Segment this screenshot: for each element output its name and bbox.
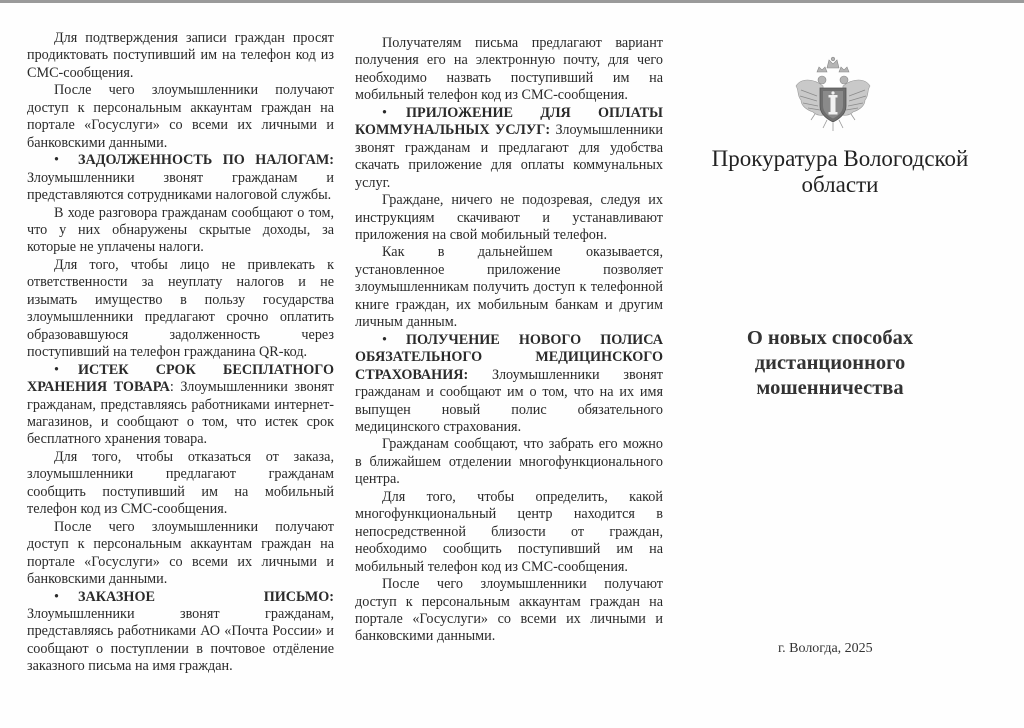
section-heading: ЗАКАЗНОЕ ПИСЬМО: (78, 588, 334, 605)
section-policy (355, 332, 663, 437)
bullet-icon: • (382, 104, 387, 121)
organization-name: Прокуратура Вологодской области (711, 146, 969, 197)
section-heading: ЗАДОЛЖЕННОСТЬ ПО НАЛОГАМ: (78, 152, 334, 169)
paragraph: Гражданам сообщают, что забрать его можно в ближайшем отделении многофункционального центра. (355, 436, 663, 488)
leaflet-title: О новых способах дистанционного мошенничества (746, 327, 914, 399)
section-lead: Злоумышленники звонят гражданам, представляясь работниками интернет-магазинов, и сообщают о том, что истек срок бесплатного хранения товара. (27, 379, 334, 448)
paragraph: Для того, чтобы определить, какой многофункциональный центр находится в непосредственной близости от граждан, необходимо сообщить поступивший им на мобильный телефон код из СМС-сообщения. (355, 488, 663, 575)
cover-panel (680, 0, 1000, 728)
section-heading: ИСТЕК СРОК БЕСПЛАТНОГО ХРАНЕНИЯ ТОВАРА (27, 361, 334, 396)
bullet-icon: • (54, 588, 59, 605)
bullet-icon: • (54, 361, 59, 378)
bullet-icon: • (382, 331, 387, 348)
paragraph: Граждане, ничего не подозревая, следуя их инструкциям скачивают и устанавливают приложения на свой мобильный телефон. (355, 192, 663, 243)
left-column (27, 30, 334, 676)
section-letter (27, 589, 334, 676)
bullet-icon: • (54, 152, 59, 169)
section-heading-colon: : (169, 379, 174, 396)
paragraph: В ходе разговора гражданам сообщают о том, что у них обнаружены скрытые доходы, за которые не уплачены налоги. (27, 204, 334, 256)
middle-column (355, 35, 663, 646)
section-app (355, 105, 663, 192)
paragraph: Получателям письма предлагают вариант получения его на электронную почту, для чего необходимо назвать поступивший им на мобильный телефон код из СМС-сообщения. (355, 35, 663, 104)
section-taxes (27, 152, 334, 204)
paragraph: Для того, чтобы отказаться от заказа, злоумышленники предлагают гражданам сообщить поступивший им на мобильный телефон код из СМС-сообщения. (27, 448, 334, 518)
section-lead: Злоумышленники звонят гражданам и сообщают им о том, что на их имя выпущен новый полис обязательного медицинского страхования. (355, 366, 663, 435)
paragraph: Как в дальнейшем оказывается, установленное приложение позволяет злоумышленникам получить доступ к телефонной книге граждан, их мобильным банкам и другим личным данным. (355, 244, 663, 331)
paragraph: После чего злоумышленники получают доступ к персональным аккаунтам граждан на портале «Госуслуги» со всеми их личными и банковскими данными. (27, 518, 334, 588)
paragraph: После чего злоумышленники получают доступ к персональным аккаунтам граждан на портале «Госуслуги» со всеми их личными и банковскими данными. (27, 82, 334, 151)
section-heading: ПРИЛОЖЕНИЕ ДЛЯ ОПЛАТЫ КОММУНАЛЬНЫХ УСЛУГ: (355, 104, 663, 139)
section-lead: Злоумышленники звонят гражданам, представляясь работниками АО «Почта России» и сообщают о поступлении в почтовое отдёление заказного письма на имя граждан. (27, 605, 334, 675)
paragraph: Для подтверждения записи граждан просят продиктовать поступивший им на телефон код из СМС-сообщения. (27, 30, 334, 81)
section-heading: ПОЛУЧЕНИЕ НОВОГО ПОЛИСА ОБЯЗАТЕЛЬНОГО МЕДИЦИНСКОГО СТРАХОВАНИЯ: (355, 331, 663, 383)
paragraph: После чего злоумышленники получают доступ к персональным аккаунтам граждан на портале «Госуслуги» со всеми их личными и банковскими данными. (355, 576, 663, 645)
section-storage (27, 362, 334, 449)
paragraph: Для того, чтобы лицо не привлекать к ответственности за неуплату налогов и не изымать имущество в пользу государства злоумышленники предлагают срочно оплатить образовавшуюся задолженность через поступивший на телефон гражданина QR-код. (27, 256, 334, 361)
section-lead: Злоумышленники звонят гражданам и представляются сотрудниками налоговой службы. (27, 169, 334, 204)
prosecutor-emblem-icon (793, 56, 873, 134)
section-lead: Злоумышленники звонят гражданам и предлагают для удобства скачать приложение для оплаты коммунальных услуг. (355, 122, 663, 191)
place-and-year: г. Вологда, 2025 (778, 641, 873, 656)
